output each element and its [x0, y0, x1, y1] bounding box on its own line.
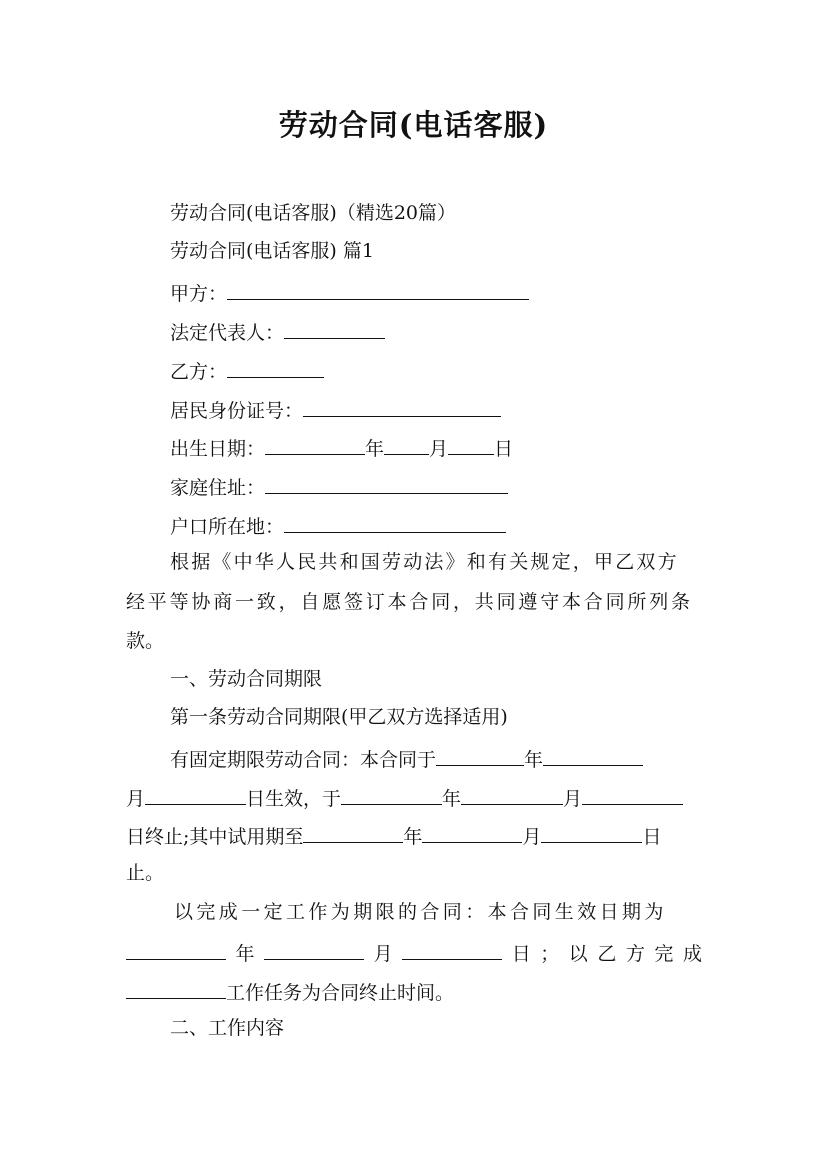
- home-address-blank[interactable]: [265, 473, 508, 494]
- task-term-suffix: 工作任务为合同终止时间。: [226, 982, 455, 1004]
- legal-rep-blank[interactable]: [284, 318, 385, 339]
- fixed-term-line-3: [126, 822, 661, 849]
- probation-month-unit: 月: [522, 826, 542, 848]
- fixed-term-line-2: [126, 784, 683, 811]
- probation-month-blank[interactable]: [422, 822, 522, 843]
- page-title: 劳动合同(电话客服): [278, 108, 549, 142]
- birth-year-blank[interactable]: [265, 434, 365, 455]
- task-term-line-3: [126, 978, 454, 1005]
- task-year-blank[interactable]: [126, 939, 226, 960]
- end-text: 日终止;其中试用期至: [126, 826, 304, 848]
- preamble-line-1: 根据《中华人民共和国劳动法》和有关规定，甲乙双方: [170, 551, 679, 573]
- task-party-b-char: 乙: [597, 943, 617, 965]
- start-month-unit: 月: [126, 788, 146, 810]
- start-day-blank[interactable]: [145, 784, 246, 805]
- hukou-label: 户口所在地：: [170, 516, 285, 538]
- subtitle: 劳动合同(电话客服)（精选20篇）: [170, 202, 457, 224]
- task-month-blank[interactable]: [264, 939, 364, 960]
- task-yi-char: 以: [568, 943, 588, 965]
- preamble-line-3: 款。: [126, 630, 165, 652]
- end-year-blank[interactable]: [341, 784, 442, 805]
- probation-year-blank[interactable]: [303, 822, 403, 843]
- chapter-1-heading: 一、劳动合同期限: [170, 668, 323, 690]
- task-day-blank[interactable]: [402, 939, 502, 960]
- party-b-row: [170, 357, 324, 384]
- probation-day-blank[interactable]: [541, 822, 642, 843]
- legal-rep-label: 法定代表人：: [170, 322, 285, 344]
- effective-text: 日生效，于: [246, 788, 342, 810]
- hukou-row: [170, 512, 506, 539]
- birth-day-blank[interactable]: [448, 434, 494, 455]
- end-day-blank[interactable]: [582, 784, 683, 805]
- task-wan-char: 完: [654, 943, 674, 965]
- fixed-term-prefix: 有固定期限劳动合同：本合同于: [170, 749, 437, 771]
- party-a-row: [170, 279, 529, 306]
- task-term-line-2: [126, 939, 702, 966]
- section-title: 劳动合同(电话客服) 篇1: [170, 240, 374, 262]
- probation-day-unit: 日: [642, 826, 662, 848]
- birth-year-unit: 年: [365, 438, 385, 460]
- party-a-label: 甲方：: [170, 283, 228, 305]
- article-1-heading: 第一条劳动合同期限(甲乙双方选择适用): [170, 706, 508, 728]
- preamble-line-2: 经平等协商一致，自愿签订本合同，共同遵守本合同所列条: [126, 591, 693, 613]
- birth-day-unit: 日: [494, 438, 514, 460]
- chapter-2-heading: 二、工作内容: [170, 1017, 285, 1039]
- start-year-unit: 年: [524, 749, 544, 771]
- fixed-term-line-1: [170, 745, 643, 772]
- birth-date-row: [170, 434, 513, 461]
- end-month-blank[interactable]: [461, 784, 563, 805]
- id-number-row: [170, 396, 501, 423]
- task-work-blank[interactable]: [126, 978, 226, 999]
- birth-month-blank[interactable]: [384, 434, 429, 455]
- id-number-blank[interactable]: [303, 396, 501, 417]
- id-number-label: 居民身份证号：: [170, 400, 304, 422]
- probation-year-unit: 年: [403, 826, 423, 848]
- start-month-blank[interactable]: [543, 745, 643, 766]
- end-month-unit: 月: [563, 788, 583, 810]
- fixed-term-line-4: 止。: [126, 862, 165, 884]
- task-term-line-1: 以完成一定工作为期限的合同：本合同生效日期为: [174, 901, 667, 923]
- task-semicolon-char: ；: [540, 943, 560, 965]
- party-b-label: 乙方：: [170, 361, 228, 383]
- home-address-label: 家庭住址：: [170, 477, 266, 499]
- task-day-char: 日: [511, 943, 531, 965]
- hukou-blank[interactable]: [284, 512, 506, 533]
- party-b-blank[interactable]: [227, 357, 324, 378]
- task-fang-char: 方: [625, 943, 645, 965]
- legal-rep-row: [170, 318, 385, 345]
- task-cheng-char: 成: [682, 943, 702, 965]
- task-month-unit: 月: [373, 943, 393, 965]
- start-year-blank[interactable]: [436, 745, 524, 766]
- end-year-unit: 年: [442, 788, 462, 810]
- task-year-unit: 年: [235, 943, 255, 965]
- party-a-blank[interactable]: [227, 279, 529, 300]
- birth-date-label: 出生日期：: [170, 438, 266, 460]
- home-address-row: [170, 473, 508, 500]
- birth-month-unit: 月: [429, 438, 449, 460]
